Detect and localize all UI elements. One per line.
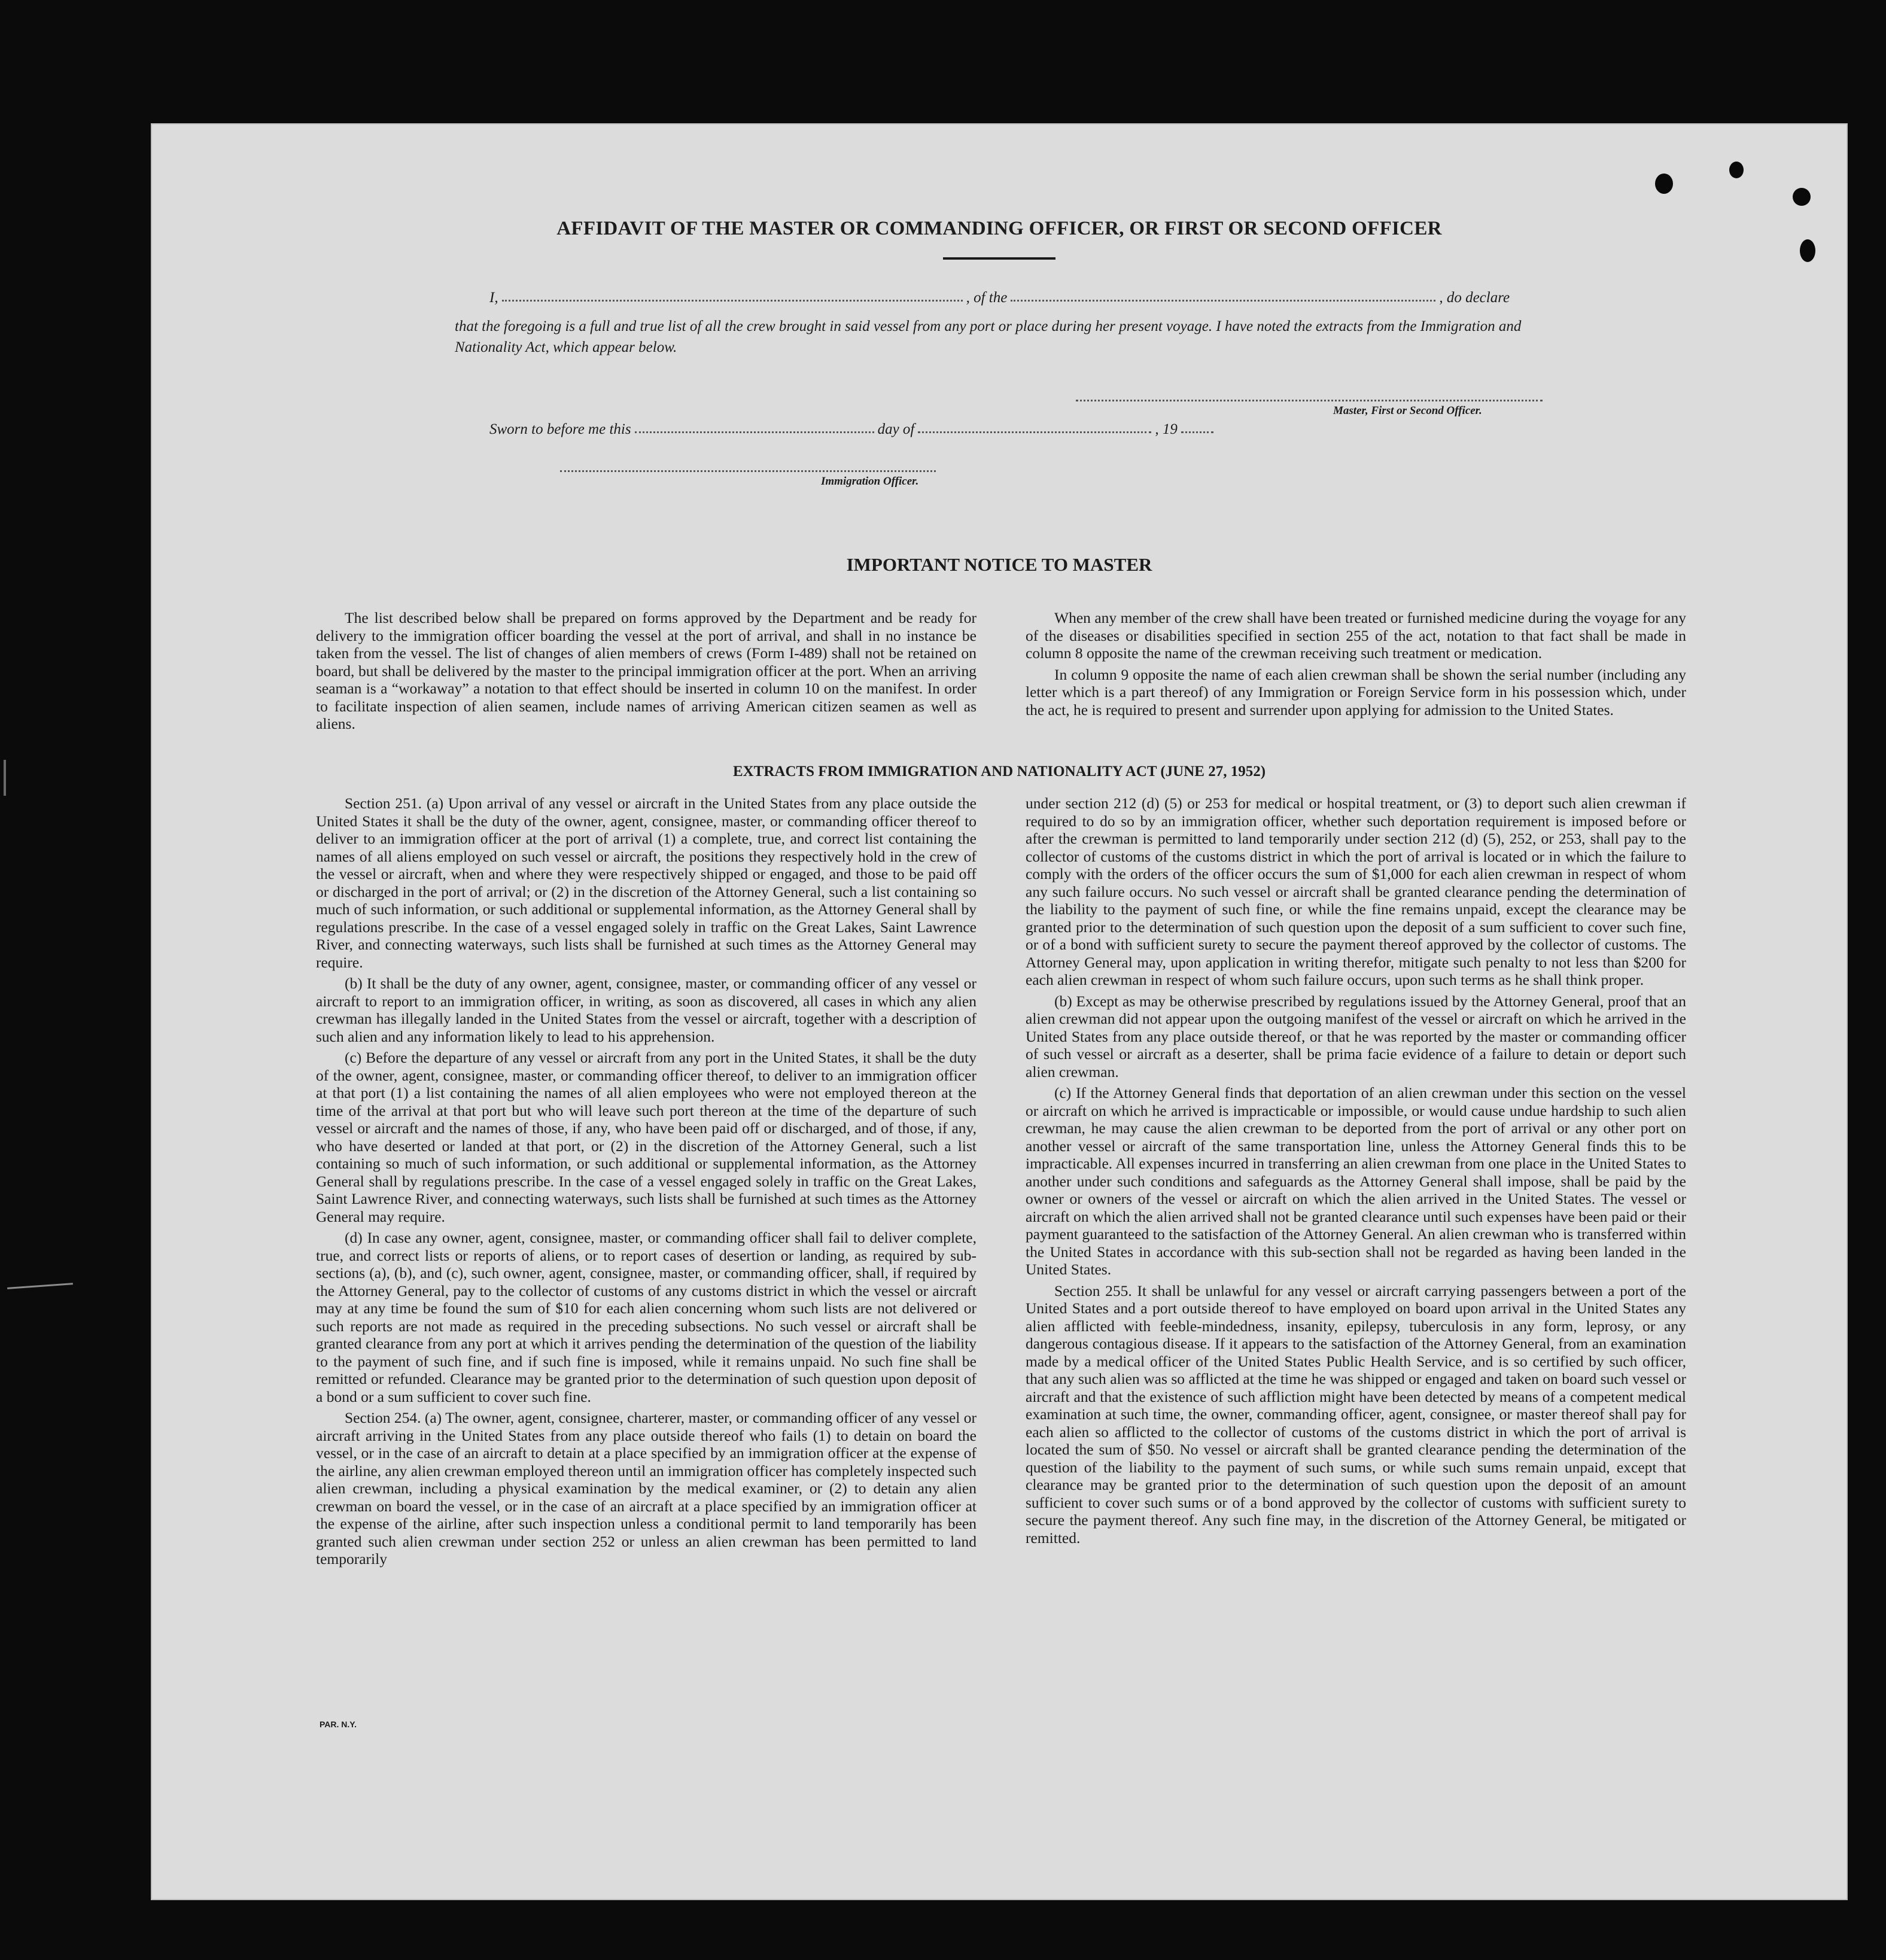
do-declare-label: , do declare xyxy=(1439,290,1510,306)
punch-hole xyxy=(1793,188,1811,206)
master-signature-line[interactable] xyxy=(1076,400,1543,401)
section-paragraph: under section 212 (d) (5) or 253 for medical or hospital treatment, or (3) to deport such alien crewman if required to do so by an immigration officer, whether such deportation requirement is imposed before or after the crewman is permitted to land temporarily under section 212 (d) (5), 252, or 253, shall pay to the collector of customs of the customs district in which the port of arrival is located or in which the failure to comply with the orders of the officer occurs the sum of $1,000 for each alien crewman in respect of whom any such failure occurs. No such vessel or aircraft shall be granted clearance pending the determination of the liability to the payment of such fine, or while the fine remains unpaid, except the clearance may be granted prior to the determination of such question upon the deposit of a sum sufficient to cover such fine, or of a bond with sufficient surety to secure the payment thereof approved by the collector of customs. The Attorney General may, upon application in writing therefor, mitigate such penalty to not less than $200 for each alien crewman in respect of whom such failure occurs, upon such terms as he shall think proper. xyxy=(1026,795,1686,988)
notice-left-column xyxy=(316,609,977,736)
punch-hole xyxy=(1800,239,1815,262)
notice-title: IMPORTANT NOTICE TO MASTER xyxy=(846,554,1152,575)
i-label: I, xyxy=(489,290,498,306)
printer-code: PAR. N.Y. xyxy=(320,1719,357,1729)
name-field[interactable] xyxy=(502,300,963,302)
sworn-date-field[interactable] xyxy=(635,431,874,433)
extracts-right-column xyxy=(1026,795,1686,1550)
scan-mark xyxy=(4,760,6,796)
section-paragraph: Section 251. (a) Upon arrival of any vessel or aircraft in the United States from any place outside the United States it shall be the duty of the owner, agent, consignee, master, or commanding officer thereof to deliver to an immigration officer at the port of arrival (1) a complete, true, and correct list containing the names of all aliens employed on such vessel or aircraft, the positions they respectively hold in the crew of the vessel or aircraft, when and where they were respectively shipped or engaged, and those to be paid off or discharged in the port of arrival; or (2) in the discretion of the Attorney General, such a list containing so much of such information, or such additional or supplemental information, as the Attorney General shall by regulations prescribe. In the case of a vessel engaged solely in traffic on the Great Lakes, Saint Lawrence River, and connecting waterways, such lists shall be furnished at such times as the Attorney General may require. xyxy=(316,795,977,971)
scan-mark xyxy=(7,1283,73,1289)
declaration-text: that the foregoing is a full and true list of all the crew brought in said vessel from any port or place during her present voyage. I have noted the extracts from the Immigration and Nationality Act, which appear below. xyxy=(455,318,1522,355)
section-paragraph: (c) If the Attorney General finds that deportation of an alien crewman under this section on the vessel or aircraft on which he arrived is impracticable or impossible, or would cause undue hardship to such alien crewman, he may cause the alien crewman to be deported from the port of arrival or any other port on another vessel or aircraft of the same transportation line, unless the Attorney General finds this to be impracticable. All expenses incurred in transferring an alien crewman from one place in the United States to another under such conditions and safeguards as the Attorney General shall impose, shall be paid by the owner or owners of the vessel or aircraft on which the alien arrived in the United States. The vessel or aircraft on which the alien arrived shall not be granted clearance until such expenses have been paid or their payment guaranteed to the satisfaction of the Attorney General. An alien crewman who is transferred within the United States in accordance with this sub-section shall not be regarded as having been landed in the United States. xyxy=(1026,1084,1686,1278)
sworn-label: Sworn to before me this xyxy=(489,421,631,437)
of-the-label: , of the xyxy=(966,290,1008,306)
notice-right-column xyxy=(1026,609,1686,722)
month-field[interactable] xyxy=(918,431,1151,433)
declarant-row xyxy=(489,290,1546,306)
extracts-title: EXTRACTS FROM IMMIGRATION AND NATIONALITY ACT (JUNE 27, 1952) xyxy=(732,763,1266,780)
title-rule xyxy=(943,257,1055,260)
section-paragraph: (b) Except as may be otherwise prescribed by regulations issued by the Attorney General, proof that an alien crewman did not appear upon the outgoing manifest of the vessel or aircraft on which he arrived in the United States from any place outside thereof, or that he was reported by the master or commanding officer of such vessel or aircraft as a deserter, shall be prima facie evidence of a failure to detain or deport such alien crewman. xyxy=(1026,992,1686,1081)
sworn-row xyxy=(489,421,1447,438)
notice-paragraph: The list described below shall be prepared on forms approved by the Department and be ready for delivery to the immigration officer boarding the vessel at the port of arrival, and shall in no instance be taken from the vessel. The list of changes of alien members of crews (Form I-489) shall not be retained on board, but shall be delivered by the master to the principal immigration officer at the port. When an arriving seaman is a “workaway” a notation to that effect should be inserted in column 10 on the manifest. In order to facilitate inspection of alien seamen, include names of arriving American citizen seamen as well as aliens. xyxy=(316,609,977,732)
punch-hole xyxy=(1729,162,1744,178)
document-page xyxy=(151,123,1848,1900)
year-field[interactable] xyxy=(1181,431,1213,433)
year-label: , 19 xyxy=(1155,421,1178,437)
notice-paragraph: When any member of the crew shall have been treated or furnished medicine during the voyage for any of the diseases or disabilities specified in section 255 of the act, notation to that fact shall be made in column 8 opposite the name of the crewman receiving such treatment or medication. xyxy=(1026,609,1686,662)
section-paragraph: (b) It shall be the duty of any owner, agent, consignee, master, or commanding officer of any vessel or aircraft to report to an immigration officer, in writing, as soon as discovered, all cases in which any alien crewman has illegally landed in the United States from the vessel or aircraft, together with a description of such alien and any information likely to lead to his apprehension. xyxy=(316,975,977,1045)
extracts-left-column xyxy=(316,795,977,1572)
notice-paragraph: In column 9 opposite the name of each alien crewman shall be shown the serial number (including any letter which is a part thereof) of any Immigration or Foreign Service form in his possession which, under the act, he is required to present and surrender upon applying for admission to the United States. xyxy=(1026,665,1686,719)
master-signature-label: Master, First or Second Officer. xyxy=(1333,404,1482,417)
section-paragraph: (c) Before the departure of any vessel or aircraft from any port in the United States, it shall be the duty of the owner, agent, consignee, master, or commanding officer thereof, to deliver to an immigration officer at that port (1) a list containing the names of all alien employees who were not employed thereon at the time of the arrival at that port but who will leave such port thereon at the time of the departure of such vessel or aircraft and the names of those, if any, who have been paid off or discharged, and of those, if any, who have deserted or landed at that port, or (2) in the discretion of the Attorney General, such a list containing so much of such information, or such additional or supplemental information, as the Attorney General shall by regulations prescribe. In the case of a vessel engaged solely in traffic on the Great Lakes, Saint Lawrence River, and connecting waterways, such lists shall be furnished at such times as the Attorney General may require. xyxy=(316,1049,977,1225)
section-paragraph: Section 255. It shall be unlawful for any vessel or aircraft carrying passengers between a port of the United States and a port outside thereof to have employed on board upon arrival in the United States any alien afflicted with feeble-mindedness, insanity, epilepsy, tuberculosis in any form, leprosy, or any dangerous contagious disease. If it appears to the satisfaction of the Attorney General, from an examination made by a medical officer of the United States Public Health Service, and is so certified by such officer, that any such alien was so afflicted at the time he was shipped or engaged and taken on board such vessel or aircraft and that the existence of such affliction might have been detected by means of a competent medical examination at such time, the owner, commanding officer, agent, consignee, or master thereof shall pay for each alien so afflicted to the collector of customs of the customs district in which the port of arrival is located the sum of $50. No vessel or aircraft shall be granted clearance pending the determination of the question of the liability to the payment of such sums, or while such sums remain unpaid, except that clearance may be granted prior to the determination of such question upon the deposit of an amount sufficient to cover such sums or of a bond approved by the collector of customs with sufficient surety to secure the payment thereof. Any such fine may, in the discretion of the Attorney General, be mitigated or remitted. xyxy=(1026,1282,1686,1547)
section-paragraph: Section 254. (a) The owner, agent, consignee, charterer, master, or commanding officer of any vessel or aircraft arriving in the United States from any place outside thereof who fails (1) to detain on board the vessel, or in the case of an aircraft to detain at a place specified by an immigration officer at the expense of the airline, any alien crewman employed thereon until an immigration officer has completely inspected such alien crewman, including a physical examination by the medical examiner, or (2) to detain any alien crewman on board the vessel, or in the case of an aircraft at a place specified by an immigration officer at the expense of the airline, after such inspection unless a conditional permit to land temporarily has been granted such alien crewman under section 252 or unless an alien crewman has been permitted to land temporarily xyxy=(316,1409,977,1568)
punch-hole xyxy=(1655,174,1673,194)
vessel-field[interactable] xyxy=(1011,300,1435,302)
affidavit-title: AFFIDAVIT OF THE MASTER OR COMMANDING OFFICER, OR FIRST OR SECOND OFFICER xyxy=(556,218,1442,239)
section-paragraph: (d) In case any owner, agent, consignee, master, or commanding officer shall fail to deliver complete, true, and correct lists or reports of aliens, or to report cases of desertion or landing, as required by sub-sections (a), (b), and (c), such owner, agent, consignee, master, or commanding officer, shall, if required by the Attorney General, pay to the collector of customs of any customs district in which the vessel or aircraft may at any time be found the sum of $10 for each alien concerning whom such lists are not delivered or such reports are not made as required in the preceding subsections. No such vessel or aircraft shall be granted clearance from any port at which it arrives pending the determination of the question of the liability to the payment of such fine, and if such fine is imposed, while it remains unpaid. No such fine shall be remitted or refunded. Clearance may be granted prior to the determination of such question upon deposit of a bond or a sum sufficient to cover such fine. xyxy=(316,1229,977,1405)
immigration-officer-label: Immigration Officer. xyxy=(821,475,919,488)
immigration-officer-signature-line[interactable] xyxy=(560,470,936,472)
day-of-label: day of xyxy=(877,421,915,437)
